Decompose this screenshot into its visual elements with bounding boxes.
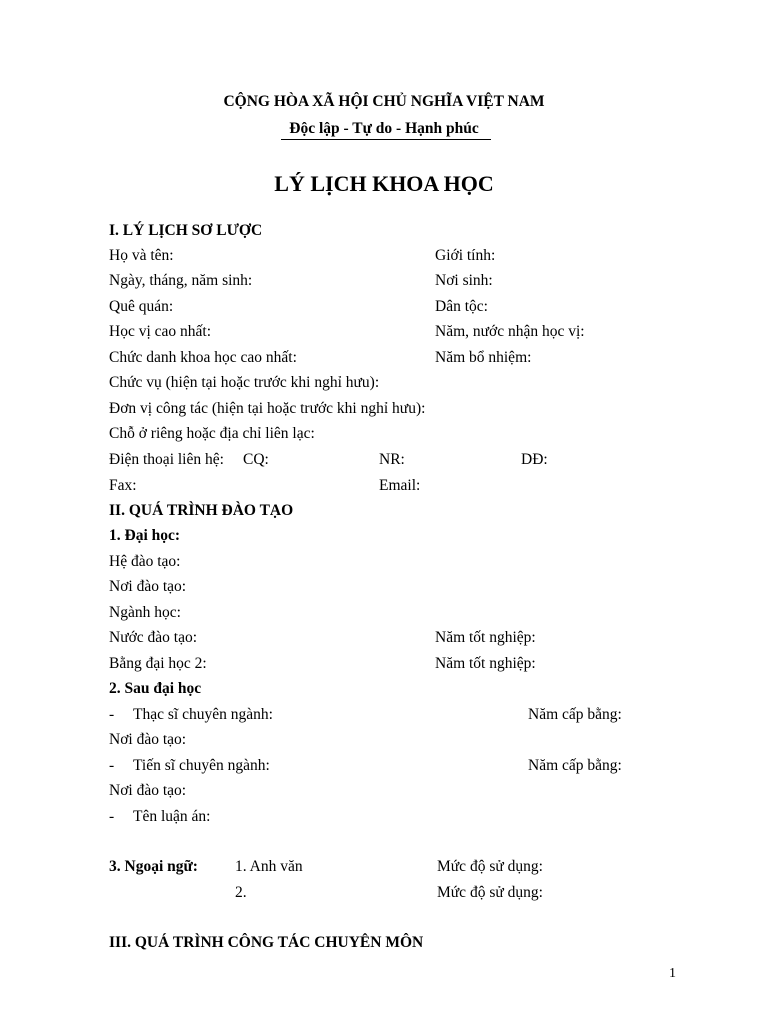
phd-dash: - [109, 757, 115, 774]
phone-mobile-label: DĐ: [521, 451, 548, 468]
training-type-label: Hệ đào tạo: [109, 553, 181, 570]
phone-home-label: NR: [379, 451, 405, 468]
section-2-heading: II. QUÁ TRÌNH ĐÀO TẠO [109, 502, 294, 519]
phd-place-label: Nơi đào tạo: [109, 782, 187, 799]
motto: Độc lập - Tự do - Hạnh phúc [289, 120, 479, 137]
page-number: 1 [669, 966, 676, 981]
masters-dash: - [109, 706, 115, 723]
gender-label: Giới tính: [435, 247, 496, 264]
birthplace-label: Nơi sinh: [435, 272, 493, 289]
motto-underline [281, 139, 491, 140]
degree-year-country-label: Năm, nước nhận học vị: [435, 323, 585, 340]
masters-place-label: Nơi đào tạo: [109, 731, 187, 748]
language-1-level: Mức độ sử dụng: [437, 858, 543, 875]
masters-label: Thạc sĩ chuyên ngành: [133, 706, 273, 723]
second-degree-label: Bằng đại học 2: [109, 655, 207, 672]
training-country-label: Nước đào tạo: [109, 629, 198, 646]
dob-label: Ngày, tháng, năm sinh: [109, 272, 253, 289]
undergrad-heading: 1. Đại học: [109, 527, 181, 544]
nation-header: CỘNG HÒA XÃ HỘI CHỦ NGHĨA VIỆT NAM [223, 93, 545, 110]
highest-degree-label: Học vị cao nhất: [109, 323, 212, 340]
thesis-dash: - [109, 808, 115, 825]
language-1: 1. Anh văn [235, 858, 303, 875]
thesis-label: Tên luận án: [133, 808, 211, 825]
masters-year-label: Năm cấp bằng: [528, 706, 622, 723]
language-heading: 3. Ngoại ngữ: [109, 858, 198, 875]
language-2: 2. [235, 884, 247, 901]
training-place-label: Nơi đào tạo: [109, 578, 187, 595]
position-label: Chức vụ (hiện tại hoặc trước khi nghỉ hưu): [109, 374, 380, 391]
phone-label: Điện thoại liên hệ: [109, 451, 224, 468]
section-1-heading: I. LÝ LỊCH SƠ LƯỢC [109, 222, 263, 239]
phd-year-label: Năm cấp bằng: [528, 757, 622, 774]
postgrad-heading: 2. Sau đại học [109, 680, 202, 697]
grad-year-label: Năm tốt nghiệp: [435, 629, 536, 646]
section-3-heading: III. QUÁ TRÌNH CÔNG TÁC CHUYÊN MÔN [109, 934, 424, 951]
address-label: Chỗ ở riêng hoặc địa chỉ liên lạc: [109, 425, 315, 442]
email-label: Email: [379, 477, 421, 494]
grad-year-2-label: Năm tốt nghiệp: [435, 655, 536, 672]
major-label: Ngành học: [109, 604, 181, 621]
highest-title-label: Chức danh khoa học cao nhất: [109, 349, 297, 366]
phone-office-label: CQ: [243, 451, 269, 468]
phd-label: Tiến sĩ chuyên ngành: [133, 757, 270, 774]
fax-label: Fax: [109, 477, 137, 494]
document-title: LÝ LỊCH KHOA HỌC [274, 171, 494, 196]
hometown-label: Quê quán: [109, 298, 174, 315]
appointment-year-label: Năm bổ nhiệm: [435, 349, 532, 366]
ethnicity-label: Dân tộc: [435, 298, 488, 315]
full-name-label: Họ và tên: [109, 247, 174, 264]
language-2-level: Mức độ sử dụng: [437, 884, 543, 901]
workplace-label: Đơn vị công tác (hiện tại hoặc trước khi nghỉ hưu): [109, 400, 426, 417]
